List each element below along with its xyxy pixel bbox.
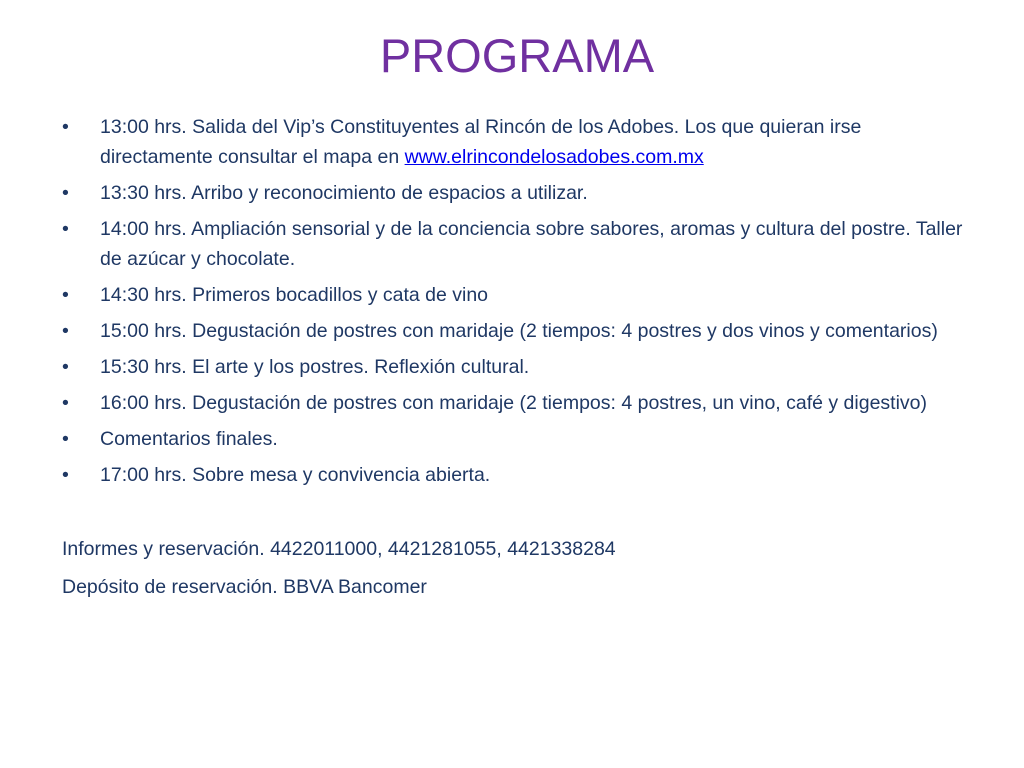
agenda-item-text: 13:00 hrs. Salida del Vip’s Constituyentes al Rincón de los Adobes. Los que quieran irse directamente consultar el mapa en — [100, 116, 862, 168]
agenda-item-text: 14:30 hrs. Primeros bocadillos y cata de vino — [100, 284, 489, 306]
list-item — [62, 178, 974, 208]
agenda-item-text: 14:00 hrs. Ampliación sensorial y de la conciencia sobre sabores, aromas y cultura del postre. Taller de azúcar y chocolate. — [100, 218, 963, 270]
bullet-icon: • — [62, 284, 69, 306]
list-item — [62, 214, 974, 274]
agenda-item-text: 15:00 hrs. Degustación de postres con maridaje (2 tiempos: 4 postres y dos vinos y comentarios) — [100, 320, 938, 342]
agenda-item-text: 17:00 hrs. Sobre mesa y convivencia abierta. — [100, 464, 491, 486]
list-item — [62, 280, 974, 310]
agenda-list — [62, 112, 974, 490]
bullet-icon: • — [62, 320, 69, 342]
deposito-text: Depósito de reservación. BBVA Bancomer — [62, 576, 427, 598]
page-title: PROGRAMA — [379, 29, 655, 82]
slide-content — [62, 112, 974, 610]
agenda-item-text: 16:00 hrs. Degustación de postres con maridaje (2 tiempos: 4 postres, un vino, café y digestivo) — [100, 392, 928, 414]
bullet-icon: • — [62, 428, 69, 450]
bullet-icon: • — [62, 464, 69, 486]
list-item — [62, 352, 974, 382]
bullet-icon: • — [62, 182, 69, 204]
list-item — [62, 460, 974, 490]
agenda-item-text: Comentarios finales. — [100, 428, 278, 450]
list-item — [62, 388, 974, 418]
agenda-item-text: 13:30 hrs. Arribo y reconocimiento de espacios a utilizar. — [100, 182, 588, 204]
agenda-item-text: 15:30 hrs. El arte y los postres. Reflexión cultural. — [100, 356, 530, 378]
list-item — [62, 316, 974, 346]
bullet-icon: • — [62, 356, 69, 378]
bullet-icon: • — [62, 218, 69, 240]
contact-info — [62, 534, 974, 602]
list-item — [62, 112, 974, 172]
website-link[interactable]: www.elrincondelosadobes.com.mx — [404, 146, 704, 168]
list-item — [62, 424, 974, 454]
informes-text: Informes y reservación. 4422011000, 4421281055, 4421338284 — [62, 538, 616, 560]
bullet-icon: • — [62, 116, 69, 138]
bullet-icon: • — [62, 392, 69, 414]
